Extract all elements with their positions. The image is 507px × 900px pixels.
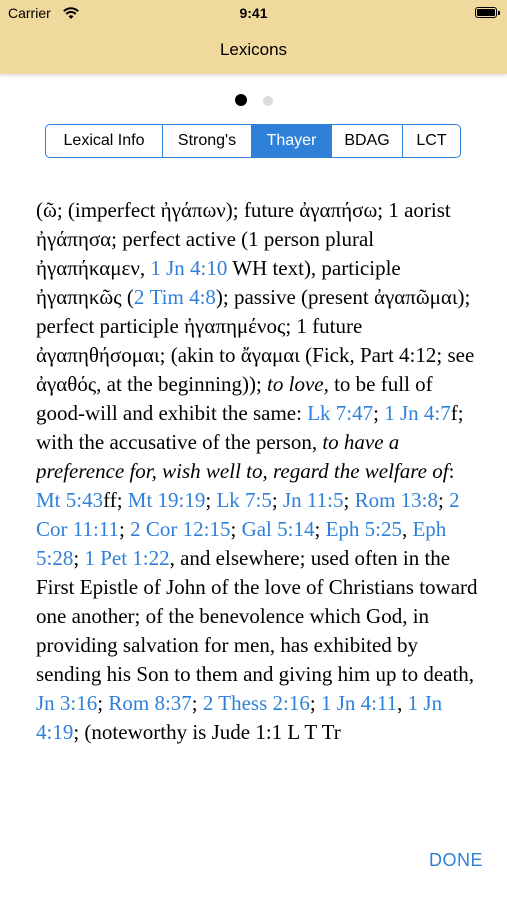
scripture-reference-link[interactable]: 1 Pet 1:22 [84, 546, 170, 570]
entry-text-run: ; [230, 517, 242, 541]
page-indicator[interactable] [0, 93, 507, 111]
scripture-reference-link[interactable]: Mt 5:43 [36, 488, 104, 512]
page-title: Lexicons [219, 40, 288, 59]
segment-strongs[interactable]: Strong's [163, 125, 252, 157]
page-dot-1[interactable] [235, 94, 247, 106]
navigation-header [0, 0, 507, 74]
definition-italic-text: to love, [267, 372, 329, 396]
entry-text-run: to be full of good-will and exhibit the same: [36, 372, 433, 425]
scripture-reference-link[interactable]: Rom 8:37 [108, 691, 192, 715]
entry-text-run: WH text), participle ἠγαπηκῶς ( [36, 256, 401, 309]
status-bar [0, 0, 507, 28]
entry-text-run: ; [73, 546, 85, 570]
scripture-reference-link[interactable]: Lk 7:47 [307, 401, 374, 425]
scripture-reference-link[interactable]: Rom 13:8 [354, 488, 439, 512]
scripture-reference-link[interactable]: 1 Jn 4:11 [320, 691, 398, 715]
entry-text-run: : [448, 459, 455, 483]
definition-italic-text: to have a preference for, wish well to, regard the welfare of [36, 430, 449, 483]
entry-text-run: , [397, 691, 408, 715]
scripture-reference-link[interactable]: Gal 5:14 [241, 517, 315, 541]
scripture-reference-link[interactable]: 2 Cor 12:15 [130, 517, 231, 541]
scripture-reference-link[interactable]: Eph 5:28 [36, 517, 447, 570]
clock: 9:41 [239, 5, 268, 21]
battery-icon [475, 7, 497, 18]
entry-text-run: ; [119, 517, 131, 541]
carrier-label: Carrier [8, 5, 51, 21]
scripture-reference-link[interactable]: 2 Thess 2:16 [202, 691, 310, 715]
scripture-reference-link[interactable]: Eph 5:25 [325, 517, 402, 541]
entry-text-run: ; [343, 488, 355, 512]
page-dot-2[interactable] [263, 96, 273, 106]
segment-thayer[interactable]: Thayer [252, 125, 332, 157]
lexicon-entry-text [36, 196, 481, 846]
entry-text-run: ; [309, 691, 321, 715]
lexicon-segmented-control[interactable] [45, 124, 461, 158]
scripture-reference-link[interactable]: 1 Jn 4:10 [150, 256, 228, 280]
scripture-reference-link[interactable]: 1 Jn 4:7 [384, 401, 451, 425]
entry-text-run: ; [205, 488, 217, 512]
entry-text-run: f; with the accusative of the person, [36, 401, 464, 454]
entry-text-run: ; [438, 488, 450, 512]
segment-lexical-info[interactable]: Lexical Info [46, 125, 163, 157]
entry-text-run: ; [373, 401, 385, 425]
entry-text-run: ; [314, 517, 326, 541]
entry-text-run: ; [271, 488, 283, 512]
scripture-reference-link[interactable]: Lk 7:5 [216, 488, 272, 512]
scripture-reference-link[interactable]: Jn 11:5 [283, 488, 344, 512]
entry-text-run: , and elsewhere; used often in the First Epistle of John of the love of Christians toward one another; of the benevolence which God, in providing salvation for men, has exhibited by sending his Son to them and giving him up to death, [36, 546, 478, 686]
scripture-reference-link[interactable]: 2 Tim 4:8 [133, 285, 216, 309]
entry-text-run: ); passive (present ἀγαπῶμαι); perfect participle ἠγαπημένος; 1 future ἀγαπηθήσομαι; (akin to ἄγαμαι (Fick, Part 4:12; see ἀγαθός, at the beginning)); [36, 285, 475, 396]
scripture-reference-link[interactable]: Jn 3:16 [36, 691, 98, 715]
scripture-reference-link[interactable]: 2 Cor 11:11 [36, 488, 460, 541]
entry-text-run: , [401, 517, 413, 541]
entry-text-run: ff; [103, 488, 128, 512]
segment-bdag[interactable]: BDAG [332, 125, 403, 157]
entry-text-run: ; (noteworthy is Jude 1:1 L T Tr [73, 720, 341, 744]
done-button[interactable]: DONE [428, 850, 483, 870]
scripture-reference-link[interactable]: 1 Jn 4:19 [36, 691, 443, 744]
scripture-reference-link[interactable]: Mt 19:19 [127, 488, 206, 512]
entry-text-run: ; [97, 691, 109, 715]
entry-text-run: ; [191, 691, 203, 715]
entry-text-run: (ῶ; (imperfect ἠγάπων); future ἀγαπήσω; 1 aorist ἠγάπησα; perfect active (1 person plural ἠγαπήκαμεν, [36, 198, 451, 280]
segment-lct[interactable]: LCT [416, 132, 447, 149]
